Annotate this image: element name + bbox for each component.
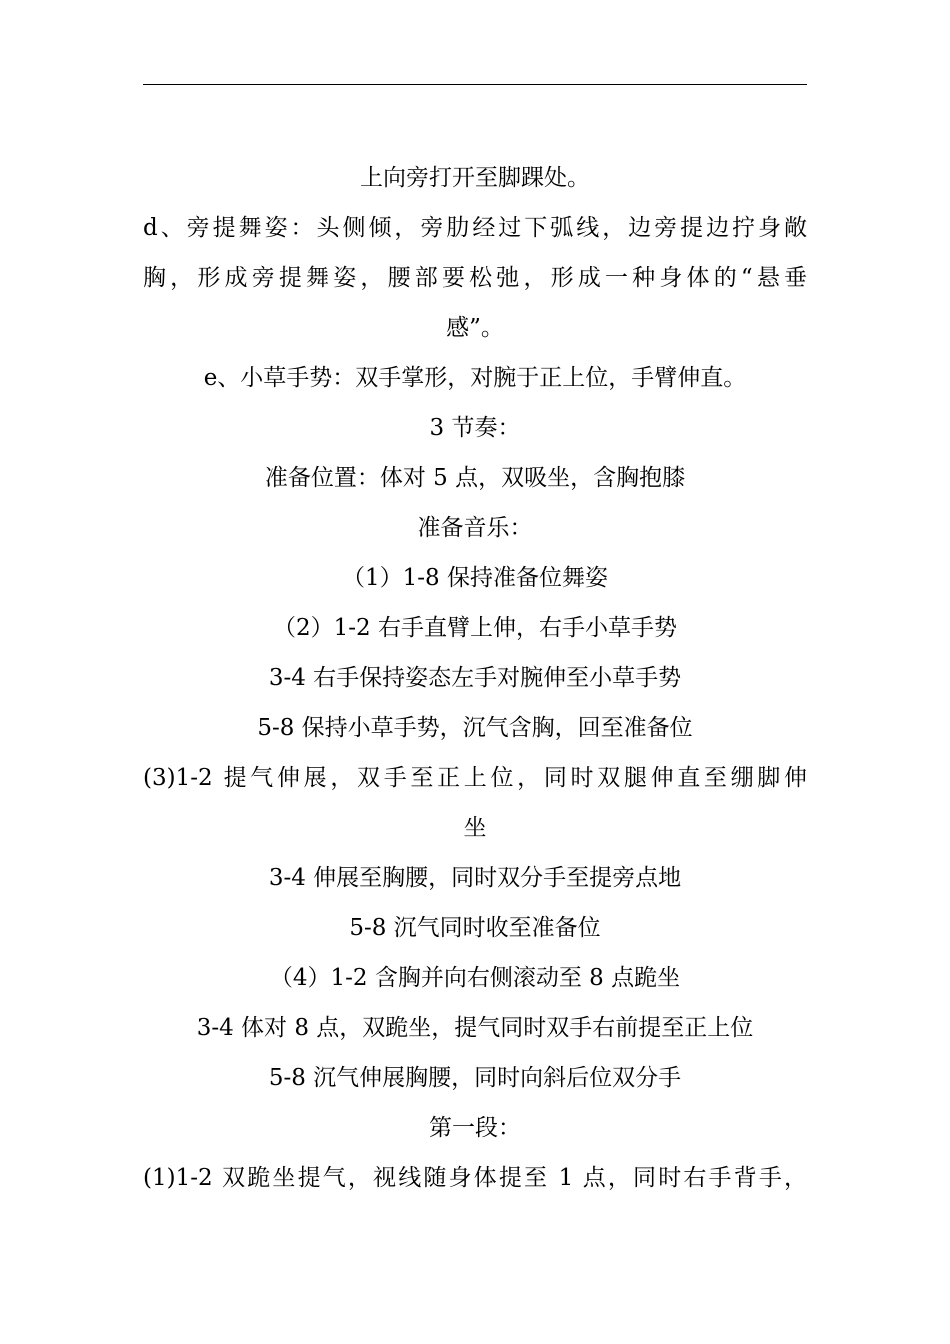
text-line: （1）1-8 保持准备位舞姿: [342, 565, 608, 591]
text-line: e、小草手势：双手掌形，对腕于正上位，手臂伸直。: [203, 365, 747, 391]
text-line: d、旁提舞姿：头侧倾，旁肋经过下弧线，边旁提边拧身敞: [143, 215, 807, 241]
text-line: 5-8 保持小草手势，沉气含胸，回至准备位: [257, 715, 693, 741]
section-heading: 3 节奏：: [429, 415, 521, 441]
text-line: 准备音乐：: [417, 515, 533, 541]
header-rule: [143, 84, 807, 85]
text-line: (1)1-2 双跪坐提气，视线随身体提至 1 点，同时右手背手，: [143, 1165, 807, 1191]
text-line: 感”。: [446, 315, 504, 341]
text-line: （4）1-2 含胸并向右侧滚动至 8 点跪坐: [269, 965, 681, 991]
text-line: 5-8 沉气伸展胸腰，同时向斜后位双分手: [268, 1065, 682, 1091]
section-heading: 第一段：: [429, 1115, 521, 1141]
text-line: 胸，形成旁提舞姿，腰部要松弛，形成一种身体的“悬垂: [143, 265, 807, 291]
text-line: 3-4 右手保持姿态左手对腕伸至小草手势: [268, 665, 682, 691]
text-line: 准备位置：体对 5 点，双吸坐，含胸抱膝: [264, 465, 686, 491]
text-line: 上向旁打开至脚踝处。: [360, 165, 590, 191]
text-line: 坐: [463, 815, 487, 841]
document-body: [143, 153, 807, 1203]
text-line: （2）1-2 右手直臂上伸，右手小草手势: [273, 615, 677, 641]
text-line: (3)1-2 提气伸展，双手至正上位，同时双腿伸直至绷脚伸: [143, 765, 807, 791]
text-line: 3-4 伸展至胸腰，同时双分手至提旁点地: [268, 865, 682, 891]
text-line: 5-8 沉气同时收至准备位: [349, 915, 601, 941]
text-line: 3-4 体对 8 点，双跪坐，提气同时双手右前提至正上位: [196, 1015, 754, 1041]
